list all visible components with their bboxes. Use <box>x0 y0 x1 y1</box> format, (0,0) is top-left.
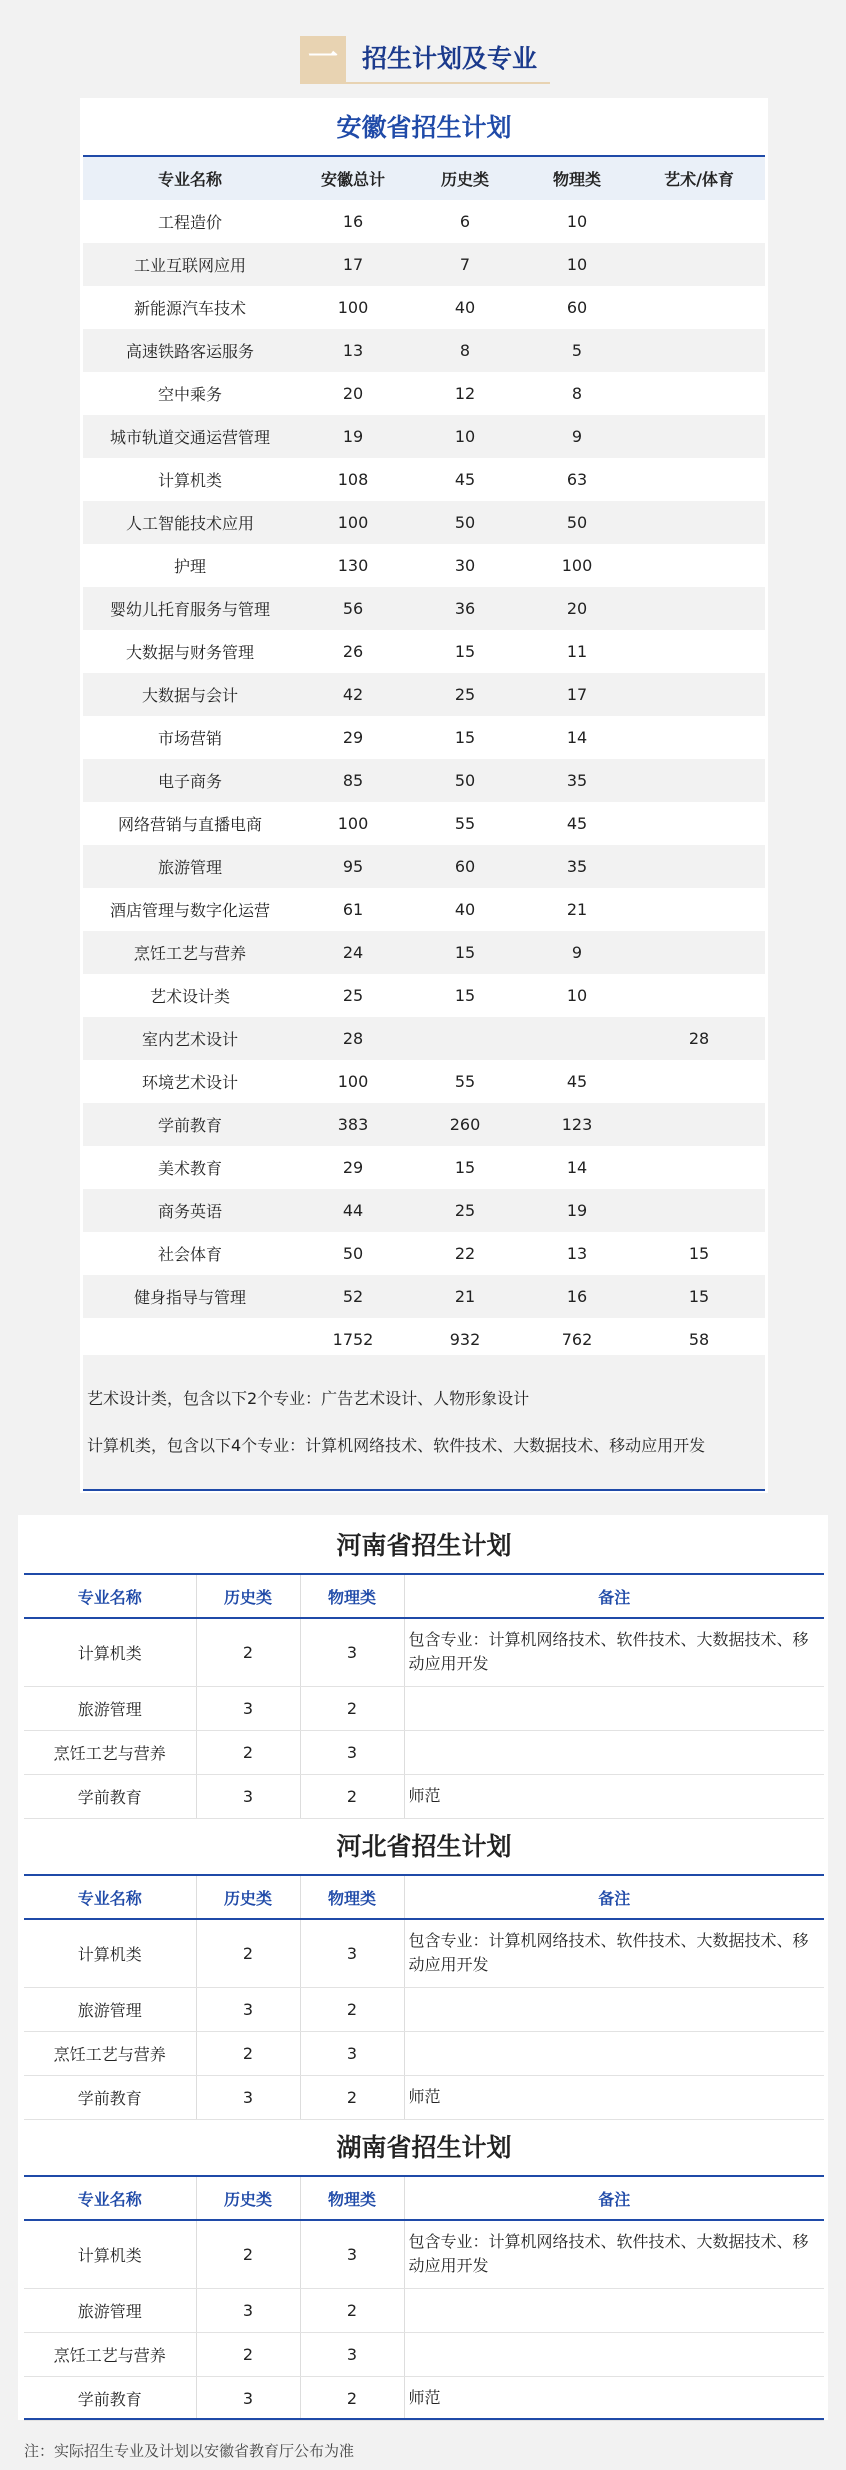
table-cell: 3 <box>300 2220 404 2288</box>
table-cell: 健身指导与管理 <box>83 1275 297 1318</box>
table-cell: 10 <box>409 415 521 458</box>
table-header-row <box>24 1574 824 1618</box>
table-cell: 2 <box>196 2220 300 2288</box>
table-cell: 35 <box>521 759 633 802</box>
table-cell <box>633 673 765 716</box>
anhui-plan-title: 安徽省招生计划 <box>336 113 512 142</box>
table-row <box>83 458 765 501</box>
table-row <box>24 2075 824 2119</box>
table-cell: 6 <box>409 200 521 243</box>
table-cell: 空中乘务 <box>83 372 297 415</box>
table-cell: 2 <box>300 2075 404 2119</box>
column-header: 历史类 <box>196 1574 300 1618</box>
table-cell <box>633 802 765 845</box>
table-cell <box>633 888 765 931</box>
footnote: 注：实际招生专业及计划以安徽省教育厅公布为准 <box>24 2442 355 2460</box>
table-row <box>83 329 765 372</box>
column-header: 备注 <box>404 1875 824 1919</box>
table-cell: 新能源汽车技术 <box>83 286 297 329</box>
anhui-plan-card <box>80 98 768 1493</box>
table-cell: 130 <box>297 544 409 587</box>
table-cell: 28 <box>297 1017 409 1060</box>
table-cell: 2 <box>196 2332 300 2376</box>
column-header: 物理类 <box>300 1875 404 1919</box>
table-cell <box>633 372 765 415</box>
table-cell: 3 <box>196 2075 300 2119</box>
table-cell: 45 <box>409 458 521 501</box>
table-header-row <box>24 1875 824 1919</box>
anhui-plan-table <box>83 155 765 1361</box>
table-cell: 3 <box>300 1730 404 1774</box>
table-cell <box>633 243 765 286</box>
table-cell <box>633 1103 765 1146</box>
table-cell: 人工智能技术应用 <box>83 501 297 544</box>
table-cell: 学前教育 <box>83 1103 297 1146</box>
table-cell <box>633 1189 765 1232</box>
remark-cell: 包含专业：计算机网络技术、软件技术、大数据技术、移动应用开发 <box>404 1618 824 1686</box>
table-cell: 26 <box>297 630 409 673</box>
table-row <box>83 501 765 544</box>
table-cell: 11 <box>521 630 633 673</box>
table-cell: 21 <box>521 888 633 931</box>
table-cell: 35 <box>521 845 633 888</box>
table-cell: 3 <box>300 2332 404 2376</box>
table-cell: 8 <box>521 372 633 415</box>
column-header: 物理类 <box>300 1574 404 1618</box>
table-cell: 5 <box>521 329 633 372</box>
table-cell: 16 <box>297 200 409 243</box>
note-computer: 计算机类，包含以下4个专业：计算机网络技术、软件技术、大数据技术、移动应用开发 <box>87 1436 706 1455</box>
note-art-design: 艺术设计类，包含以下2个专业：广告艺术设计、人物形象设计 <box>87 1389 530 1408</box>
table-cell: 16 <box>521 1275 633 1318</box>
table-cell: 95 <box>297 845 409 888</box>
table-cell: 42 <box>297 673 409 716</box>
table-cell: 2 <box>196 1618 300 1686</box>
table-cell: 3 <box>300 2031 404 2075</box>
table-cell: 50 <box>409 759 521 802</box>
table-cell: 17 <box>521 673 633 716</box>
section-title: 招生计划及专业 <box>362 44 538 73</box>
table-cell: 2 <box>300 1774 404 1818</box>
table-cell: 14 <box>521 1146 633 1189</box>
column-header: 艺术/体育 <box>633 156 765 200</box>
henan-plan-section <box>24 1515 824 1819</box>
table-cell: 40 <box>409 888 521 931</box>
table-cell: 14 <box>521 716 633 759</box>
table-cell: 45 <box>521 1060 633 1103</box>
table-cell: 28 <box>633 1017 765 1060</box>
table-cell: 烹饪工艺与营养 <box>83 931 297 974</box>
table-cell: 15 <box>633 1275 765 1318</box>
table-cell <box>633 501 765 544</box>
table-cell: 网络营销与直播电商 <box>83 802 297 845</box>
table-cell: 商务英语 <box>83 1189 297 1232</box>
table-row <box>24 2288 824 2332</box>
table-row <box>83 1017 765 1060</box>
table-cell: 29 <box>297 716 409 759</box>
table-cell: 2 <box>300 1686 404 1730</box>
column-header: 备注 <box>404 2176 824 2220</box>
table-cell <box>521 1017 633 1060</box>
table-row <box>83 888 765 931</box>
table-header-row <box>83 156 765 200</box>
table-cell <box>633 458 765 501</box>
table-cell: 旅游管理 <box>83 845 297 888</box>
table-cell: 婴幼儿托育服务与管理 <box>83 587 297 630</box>
table-row <box>83 1060 765 1103</box>
section-header <box>300 36 550 84</box>
column-header: 安徽总计 <box>297 156 409 200</box>
table-cell: 25 <box>409 673 521 716</box>
table-cell: 2 <box>300 2376 404 2420</box>
table-cell: 市场营销 <box>83 716 297 759</box>
table-cell: 50 <box>297 1232 409 1275</box>
table-row <box>24 1618 824 1686</box>
table-cell: 13 <box>521 1232 633 1275</box>
table-cell: 计算机类 <box>24 2220 196 2288</box>
table-cell: 美术教育 <box>83 1146 297 1189</box>
province-plan-title: 河北省招生计划 <box>336 1832 512 1861</box>
table-cell: 1752 <box>297 1318 409 1361</box>
table-cell: 20 <box>521 587 633 630</box>
table-cell: 旅游管理 <box>24 1987 196 2031</box>
table-cell: 85 <box>297 759 409 802</box>
table-cell: 学前教育 <box>24 2376 196 2420</box>
province-plan-table <box>24 1573 824 1819</box>
table-cell: 城市轨道交通运营管理 <box>83 415 297 458</box>
table-row <box>83 1146 765 1189</box>
table-row <box>83 974 765 1017</box>
table-cell: 383 <box>297 1103 409 1146</box>
table-cell: 3 <box>300 1919 404 1987</box>
table-cell <box>633 1146 765 1189</box>
table-cell: 260 <box>409 1103 521 1146</box>
table-cell: 工业互联网应用 <box>83 243 297 286</box>
hebei-plan-section <box>24 1816 824 2120</box>
table-cell: 40 <box>409 286 521 329</box>
remark-cell: 师范 <box>404 2376 824 2420</box>
table-row <box>83 1275 765 1318</box>
table-cell: 计算机类 <box>24 1618 196 1686</box>
table-row <box>24 2332 824 2376</box>
anhui-notes <box>83 1355 765 1491</box>
table-cell <box>633 931 765 974</box>
column-header: 专业名称 <box>24 1574 196 1618</box>
table-cell: 2 <box>300 2288 404 2332</box>
remark-cell <box>404 2031 824 2075</box>
remark-cell <box>404 2332 824 2376</box>
table-cell <box>633 587 765 630</box>
table-row <box>24 2376 824 2420</box>
column-header: 备注 <box>404 1574 824 1618</box>
table-cell: 工程造价 <box>83 200 297 243</box>
table-cell: 19 <box>297 415 409 458</box>
table-cell: 15 <box>409 630 521 673</box>
table-cell: 30 <box>409 544 521 587</box>
table-cell: 10 <box>521 974 633 1017</box>
remark-cell <box>404 1730 824 1774</box>
table-cell: 24 <box>297 931 409 974</box>
table-row <box>83 200 765 243</box>
table-row <box>24 2220 824 2288</box>
table-cell: 762 <box>521 1318 633 1361</box>
table-cell: 61 <box>297 888 409 931</box>
table-cell: 25 <box>297 974 409 1017</box>
table-cell: 63 <box>521 458 633 501</box>
table-cell: 100 <box>521 544 633 587</box>
table-row <box>83 1103 765 1146</box>
table-cell: 22 <box>409 1232 521 1275</box>
table-cell: 艺术设计类 <box>83 974 297 1017</box>
table-cell: 50 <box>409 501 521 544</box>
table-cell: 56 <box>297 587 409 630</box>
other-provinces-card <box>18 1515 828 2420</box>
table-cell <box>633 200 765 243</box>
remark-cell <box>404 2288 824 2332</box>
table-cell <box>633 845 765 888</box>
table-cell: 高速铁路客运服务 <box>83 329 297 372</box>
table-row <box>24 1686 824 1730</box>
table-row <box>83 415 765 458</box>
table-cell: 9 <box>521 415 633 458</box>
table-cell: 旅游管理 <box>24 1686 196 1730</box>
table-cell: 932 <box>409 1318 521 1361</box>
table-cell <box>409 1017 521 1060</box>
table-row <box>83 716 765 759</box>
table-cell: 3 <box>196 1987 300 2031</box>
table-cell: 10 <box>521 243 633 286</box>
table-cell: 大数据与财务管理 <box>83 630 297 673</box>
column-header: 历史类 <box>196 1875 300 1919</box>
table-cell: 108 <box>297 458 409 501</box>
table-cell: 学前教育 <box>24 1774 196 1818</box>
table-cell: 21 <box>409 1275 521 1318</box>
table-cell: 旅游管理 <box>24 2288 196 2332</box>
table-cell: 15 <box>633 1232 765 1275</box>
table-cell: 计算机类 <box>24 1919 196 1987</box>
column-header: 专业名称 <box>83 156 297 200</box>
province-plan-table <box>24 1874 824 2120</box>
table-cell: 8 <box>409 329 521 372</box>
table-cell: 3 <box>196 1686 300 1730</box>
table-cell: 9 <box>521 931 633 974</box>
table-cell: 25 <box>409 1189 521 1232</box>
table-cell <box>633 716 765 759</box>
column-header: 专业名称 <box>24 2176 196 2220</box>
table-cell: 社会体育 <box>83 1232 297 1275</box>
table-row <box>24 1730 824 1774</box>
table-cell: 3 <box>196 2288 300 2332</box>
table-row <box>83 1232 765 1275</box>
table-cell: 环境艺术设计 <box>83 1060 297 1103</box>
table-cell: 19 <box>521 1189 633 1232</box>
table-cell: 护理 <box>83 544 297 587</box>
column-header: 物理类 <box>521 156 633 200</box>
remark-cell: 师范 <box>404 2075 824 2119</box>
table-cell: 36 <box>409 587 521 630</box>
table-row <box>24 1774 824 1818</box>
bottom-rule <box>24 2418 824 2420</box>
column-header: 历史类 <box>409 156 521 200</box>
table-cell: 电子商务 <box>83 759 297 802</box>
table-cell: 55 <box>409 1060 521 1103</box>
table-cell <box>633 415 765 458</box>
table-cell: 60 <box>409 845 521 888</box>
table-cell: 52 <box>297 1275 409 1318</box>
table-cell: 13 <box>297 329 409 372</box>
table-cell: 7 <box>409 243 521 286</box>
table-cell: 大数据与会计 <box>83 673 297 716</box>
table-cell: 15 <box>409 974 521 1017</box>
table-cell: 100 <box>297 501 409 544</box>
table-cell: 2 <box>196 1919 300 1987</box>
table-cell <box>633 630 765 673</box>
province-plan-table <box>24 2175 824 2421</box>
table-row <box>24 1919 824 1987</box>
table-cell: 3 <box>196 2376 300 2420</box>
table-row <box>83 243 765 286</box>
column-header: 历史类 <box>196 2176 300 2220</box>
table-cell: 100 <box>297 802 409 845</box>
table-cell: 3 <box>300 1618 404 1686</box>
column-header: 专业名称 <box>24 1875 196 1919</box>
table-row <box>83 544 765 587</box>
remark-cell <box>404 1987 824 2031</box>
table-cell: 学前教育 <box>24 2075 196 2119</box>
table-cell: 15 <box>409 1146 521 1189</box>
table-row <box>24 2031 824 2075</box>
table-cell: 29 <box>297 1146 409 1189</box>
table-row <box>83 372 765 415</box>
remark-cell: 包含专业：计算机网络技术、软件技术、大数据技术、移动应用开发 <box>404 2220 824 2288</box>
table-cell: 室内艺术设计 <box>83 1017 297 1060</box>
table-cell: 酒店管理与数字化运营 <box>83 888 297 931</box>
table-row <box>83 286 765 329</box>
table-cell <box>633 329 765 372</box>
table-cell: 10 <box>521 200 633 243</box>
table-cell: 15 <box>409 716 521 759</box>
table-cell: 17 <box>297 243 409 286</box>
table-row <box>24 1987 824 2031</box>
table-cell <box>633 286 765 329</box>
table-cell: 12 <box>409 372 521 415</box>
table-cell: 2 <box>196 2031 300 2075</box>
table-cell: 50 <box>521 501 633 544</box>
table-row <box>83 630 765 673</box>
province-plan-title: 河南省招生计划 <box>336 1531 512 1560</box>
table-row <box>83 587 765 630</box>
table-cell <box>633 759 765 802</box>
table-cell: 123 <box>521 1103 633 1146</box>
table-cell <box>633 974 765 1017</box>
column-header: 物理类 <box>300 2176 404 2220</box>
table-cell: 3 <box>196 1774 300 1818</box>
table-cell: 58 <box>633 1318 765 1361</box>
table-row <box>83 845 765 888</box>
table-cell: 100 <box>297 286 409 329</box>
table-row <box>83 673 765 716</box>
table-cell <box>633 1060 765 1103</box>
remark-cell: 包含专业：计算机网络技术、软件技术、大数据技术、移动应用开发 <box>404 1919 824 1987</box>
section-number: 一 <box>300 36 346 82</box>
table-cell: 2 <box>300 1987 404 2031</box>
table-cell: 2 <box>196 1730 300 1774</box>
table-cell: 20 <box>297 372 409 415</box>
table-cell: 15 <box>409 931 521 974</box>
remark-cell <box>404 1686 824 1730</box>
table-cell: 44 <box>297 1189 409 1232</box>
table-row <box>83 759 765 802</box>
table-cell: 烹饪工艺与营养 <box>24 2332 196 2376</box>
table-cell: 45 <box>521 802 633 845</box>
province-plan-title: 湖南省招生计划 <box>336 2133 512 2162</box>
table-cell: 烹饪工艺与营养 <box>24 2031 196 2075</box>
table-row <box>83 802 765 845</box>
hunan-plan-section <box>24 2117 824 2421</box>
table-header-row <box>24 2176 824 2220</box>
table-cell: 60 <box>521 286 633 329</box>
table-cell: 100 <box>297 1060 409 1103</box>
table-cell: 55 <box>409 802 521 845</box>
table-cell: 计算机类 <box>83 458 297 501</box>
table-row <box>83 931 765 974</box>
table-row <box>83 1189 765 1232</box>
table-cell: 烹饪工艺与营养 <box>24 1730 196 1774</box>
remark-cell: 师范 <box>404 1774 824 1818</box>
table-cell <box>633 544 765 587</box>
